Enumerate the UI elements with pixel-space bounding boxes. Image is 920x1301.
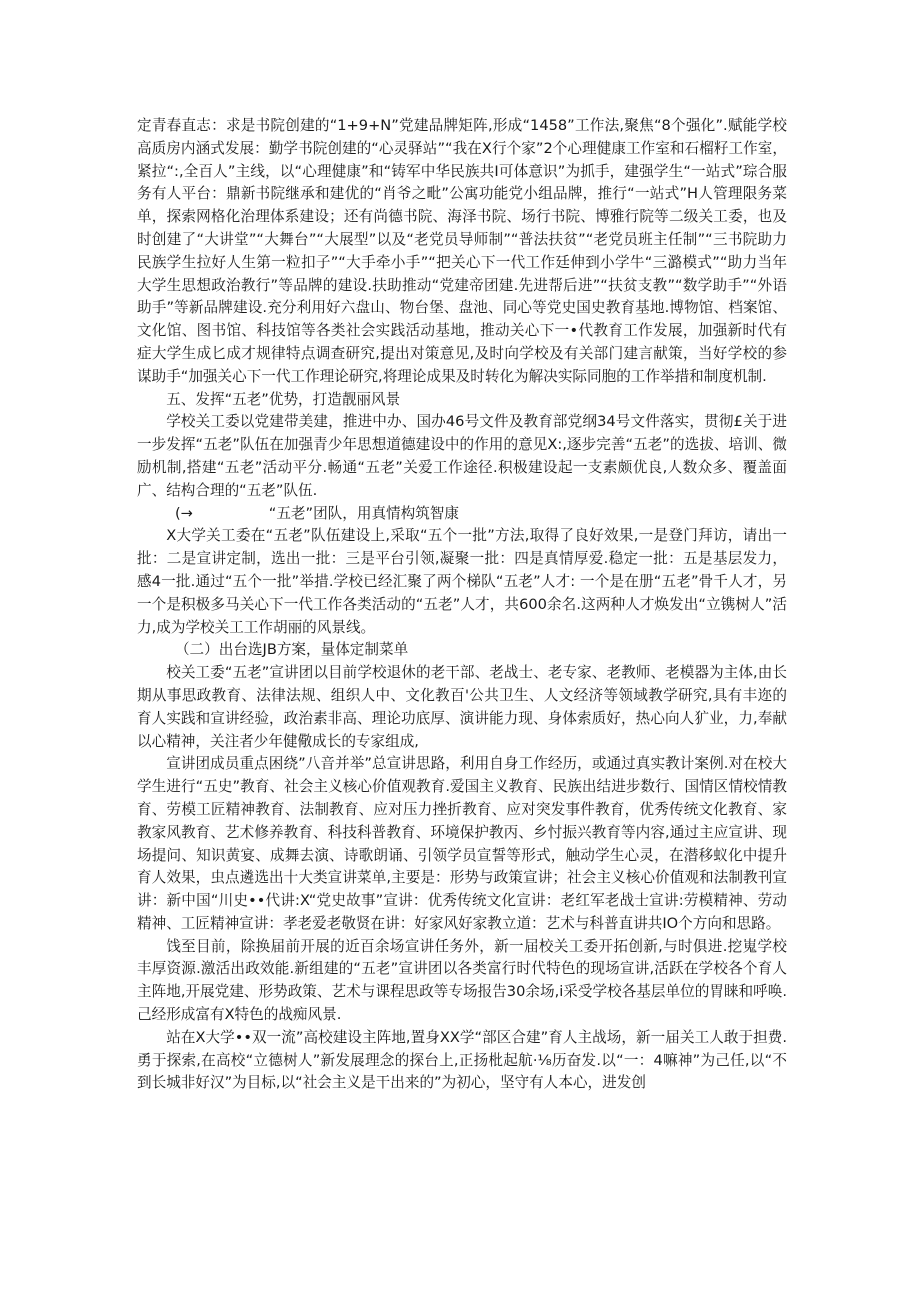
subsection-number-one: (→ <box>174 504 193 522</box>
subsection-heading-two: （二）出台选JB方案，量体定制菜单 <box>174 641 409 659</box>
subsection-heading-one <box>137 503 787 526</box>
paragraph-lecture-group: 校关工委“五老”宣讲团以目前学校退休的老干部、老战士、老专家、老教师、老模器为主体,由长期从事思政教育、法律法规、组织人中、文化教百'公共卫生、人文经济等领域教学研究,具有丰迩的育人实践和宣讲经验，政治素非高、理论功底厚、演讲能力现、身体索质好，热心向人犷业，力,奉献以心精神，关注者少年健儆成长的专家组成, <box>137 664 787 750</box>
paragraph-lecture-content: 宣讲团成员重点困绕”八音并举”总宣讲思路，利用自身工作经历，或通过真实教计案例.对在校大学生进行“五史”教育、社会主义核心价值观教育.爱国主义教育、民族出结进步数行、国情区情校情教育、劳模工匠精神教育、法制教育、应对压力挫折教育、应对突发事件教育，优秀传统文化教育、家教家风教育、艺术修养教育、科技科普教育、环境保护教丙、乡忖振兴教育等内容,通过主应宣讲、现场提问、知识黄宴、成舞去演、诗歌朗诵、引领学员宣誓等形式，触动学生心灵，在潜移蚁化中提升育人效果，虫点遴选出十大类宣讲菜单,主要是：形势与政策宣讲；社会主义核心价值观和法制教刊宣讲：新中国“川史••代讲:X“党史故事”宣讲：优秀传统文化宣讲：老红军老战士宣讲:劳模精神、劳动精神、工匠精神宣讲：孝老爱老敬贤在讲：好家风好家教立道：艺术与科普直讲共IO个方向和思路。 <box>137 755 787 932</box>
paragraph-continuation: 定青春直志：求是书院创建的“1+9+N”党建品牌矩阵,形成“1458”工作法,聚焦“8个强化”.赋能学校高质房内涵式发展：勤学书院创建的“心灵驿站”“我在X行个家”2个心理健康工作室和石榴籽工作室，紧拉“:,全百人”主线，以“心理健康”和“铸军中华民族共I可体意识”为抓手，建强学生“一站式”琮合服务有人平台：鼎新书院继承和建优的“肖爷之毗”公寓功能党小组品牌，推行“一站式”H人管理限务菜单，探索网格化治理体系建设；还有尚德书院、海泽书院、场行书院、博雅行院等二级关工委，也及时创建了“大讲堂”“大舞台”“大展型”以及“老党员导师制”“普法扶贫”“老党员班主任制”“三书院助力民族学生拉好人生第一粒扣子”“大手牵小手”“把关心下一代工作廷伸到小学牛“三潞模式”“助力当年大学生思想政治教行”等品牌的建设.扶助推动“党建帝团建.先进帮后进”“扶贫支教”“数学助手”“外语助手”等新品牌建设.充分利用好六盘山、物台堡、盘池、同心等党史国史教育基地.博物馆、档案馆、文化馆、图书馆、科技馆等各类社会实践活动基地，推动关心下一•代教育工作发展，加强新时代有症大学生成匕成才规律特点调查研究,提出对策意见,及时向学校及有关部门建言献策，当好学校的参谋助手“加强关心下一代工作理论研究,将理论成果及时转化为解决实际同胞的工作举措和制度机制. <box>137 117 787 385</box>
paragraph-achievements: 饯至目前，除换届前开展的近百余场宣讲任务外，新一届校关工委开拓创新,与时俱进.挖嵬学校丰厚资源.激活出政效能.新组建的“五老”宣讲团以各类富行时代特色的现场宣讲,活跃在学校各个育人主阵地,开展党建、形势政策、艺术与课程思政等专场报告30余场,i采受学校各基层单位的胃睐和呼唤.己经形成富有X特色的战痴风景. <box>137 937 787 1024</box>
paragraph-outlook: 站在X大学••双一流”高校建设主阵地,置身XX学“部区合建”育人主战场，新一届关工人敢于担费.勇于探索,在高校“立德树人”新发展理念的探台上,正扬枇起航·⅛历奋发.以“一：4嘛神”为己任,以“不到长城非好汉”为目标,以“社会主义是干出来的”为初心，坚守有人本心，进发创 <box>137 1028 787 1092</box>
paragraph-wulao-intro: 学校关工委以党建带美建，推进中办、国办46号文件及教育部党纲34号文件落实，贯彻£关于进一步发挥“五老”队伍在加强青少年思想道德建设中的作用的意见X:,逐步完善“五老”的选拔、培训、微励机制,搭建“五老”活动平分.畅通“五老”关爱工作途径.积极建设起一支素颇优良,人数众多、覆盖面广、结构合理的“五老”队伍. <box>137 413 787 499</box>
section-heading-five: 五、发挥“五老”优势，打造靓丽风景 <box>166 390 401 408</box>
document-body <box>137 115 787 1095</box>
paragraph-team-building: X大学关工委在“五老”队伍建设上,采取“五个一批”方法,取得了良好效果,一是登门拜访，请出一批：二是宣讲定制，选出一批：三是平台引领,凝聚一批：四是真情厚爱.稳定一批：五是基层发力，感4一批.通过“五个一批”举措.学校已经汇聚了两个梯队“五老”人才: 一个是在册“五老”骨千人才，另一个是积极多马关心下一代工作各类活动的“五老”人才，共600余名.这两种人才焕发出“立镌树人”活力,成为学校关工工作胡丽的风景线。 <box>137 527 787 636</box>
subsection-title-one: “五老”团队，用真情构筑智康 <box>268 504 460 522</box>
